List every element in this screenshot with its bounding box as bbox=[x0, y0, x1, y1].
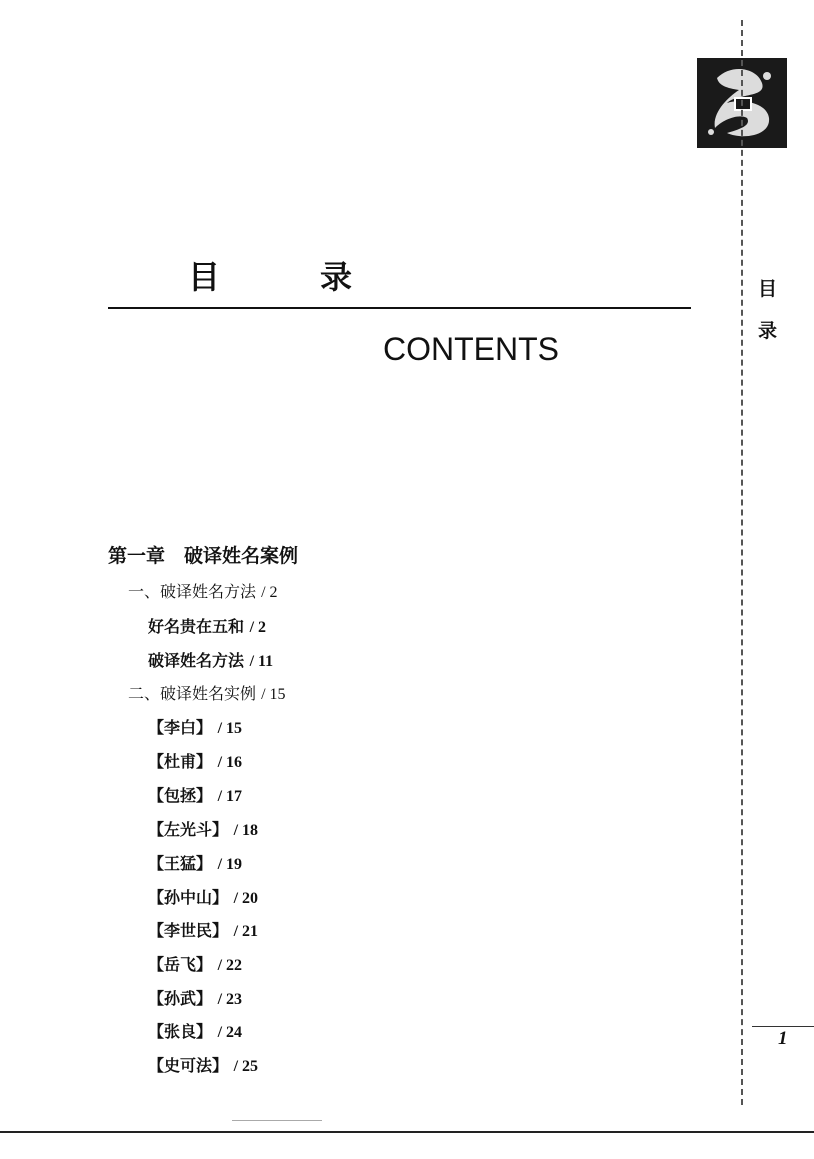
toc-entry[interactable] bbox=[148, 1019, 242, 1042]
toc-entry-title: 【孙中山】 bbox=[148, 888, 229, 907]
toc-entry[interactable] bbox=[148, 851, 242, 874]
toc-entry-page: / 19 bbox=[217, 856, 243, 873]
toc-entry[interactable] bbox=[148, 918, 258, 941]
toc-entry[interactable] bbox=[148, 648, 273, 671]
toc-entry-page: / 2 bbox=[261, 584, 278, 601]
toc-entry-title: 好名贵在五和 bbox=[148, 617, 245, 636]
page-subtitle: CONTENTS bbox=[383, 331, 559, 367]
toc-entry-title: 【左光斗】 bbox=[148, 820, 229, 839]
toc-entry-page: / 18 bbox=[233, 822, 259, 839]
toc-entry-title: 【王猛】 bbox=[148, 854, 213, 873]
sidebar-label-top: 目 bbox=[758, 278, 778, 300]
page-number-rule bbox=[752, 1026, 814, 1027]
toc-entry-page: / 15 bbox=[217, 720, 243, 737]
toc-entry[interactable] bbox=[148, 885, 258, 908]
toc-entry-page: / 16 bbox=[217, 754, 243, 771]
toc-entry-page: / 22 bbox=[217, 957, 243, 974]
toc-entry[interactable] bbox=[148, 715, 242, 738]
toc-entry[interactable] bbox=[148, 614, 266, 637]
toc-entry-title: 二、破译姓名实例 bbox=[128, 684, 257, 703]
toc-entry-page: / 21 bbox=[233, 923, 259, 940]
toc-entry[interactable] bbox=[148, 952, 242, 975]
toc-entry-title: 【杜甫】 bbox=[148, 752, 213, 771]
toc-entry-title: 一、破译姓名方法 bbox=[128, 582, 257, 601]
page-title: 目 录 bbox=[188, 258, 387, 296]
toc-entry-page: / 2 bbox=[249, 619, 267, 636]
page-number: 1 bbox=[778, 1028, 788, 1049]
toc-entry[interactable] bbox=[148, 986, 242, 1009]
toc-entry[interactable] bbox=[148, 1053, 258, 1076]
toc-entry[interactable] bbox=[148, 817, 258, 840]
toc-entry[interactable] bbox=[128, 579, 278, 602]
chapter-heading: 第一章 破译姓名案例 bbox=[108, 545, 299, 567]
toc-entry-title: 【张良】 bbox=[148, 1022, 213, 1041]
toc-entry-title: 【孙武】 bbox=[148, 989, 213, 1008]
toc-entry-title: 【包拯】 bbox=[148, 786, 213, 805]
scan-smudge bbox=[232, 1120, 322, 1121]
toc-entry-title: 【李世民】 bbox=[148, 921, 229, 940]
title-divider bbox=[108, 307, 691, 309]
toc-entry-page: / 24 bbox=[217, 1024, 243, 1041]
toc-entry-page: / 15 bbox=[261, 686, 286, 703]
toc-entry-title: 【岳飞】 bbox=[148, 955, 213, 974]
toc-entry[interactable] bbox=[128, 681, 286, 704]
bottom-rule bbox=[0, 1131, 814, 1133]
margin-dotted-line bbox=[741, 20, 743, 1105]
sidebar-label-bottom: 录 bbox=[758, 320, 778, 342]
toc-entry-page: / 25 bbox=[233, 1058, 259, 1075]
toc-entry-page: / 20 bbox=[233, 890, 259, 907]
toc-entry-title: 【史可法】 bbox=[148, 1056, 229, 1075]
toc-entry[interactable] bbox=[148, 749, 242, 772]
toc-entry[interactable] bbox=[148, 783, 242, 806]
toc-entry-page: / 17 bbox=[217, 788, 243, 805]
toc-entry-page: / 23 bbox=[217, 991, 243, 1008]
toc-entry-title: 破译姓名方法 bbox=[148, 651, 245, 670]
toc-entry-page: / 11 bbox=[249, 653, 274, 670]
toc-entry-title: 【李白】 bbox=[148, 718, 213, 737]
